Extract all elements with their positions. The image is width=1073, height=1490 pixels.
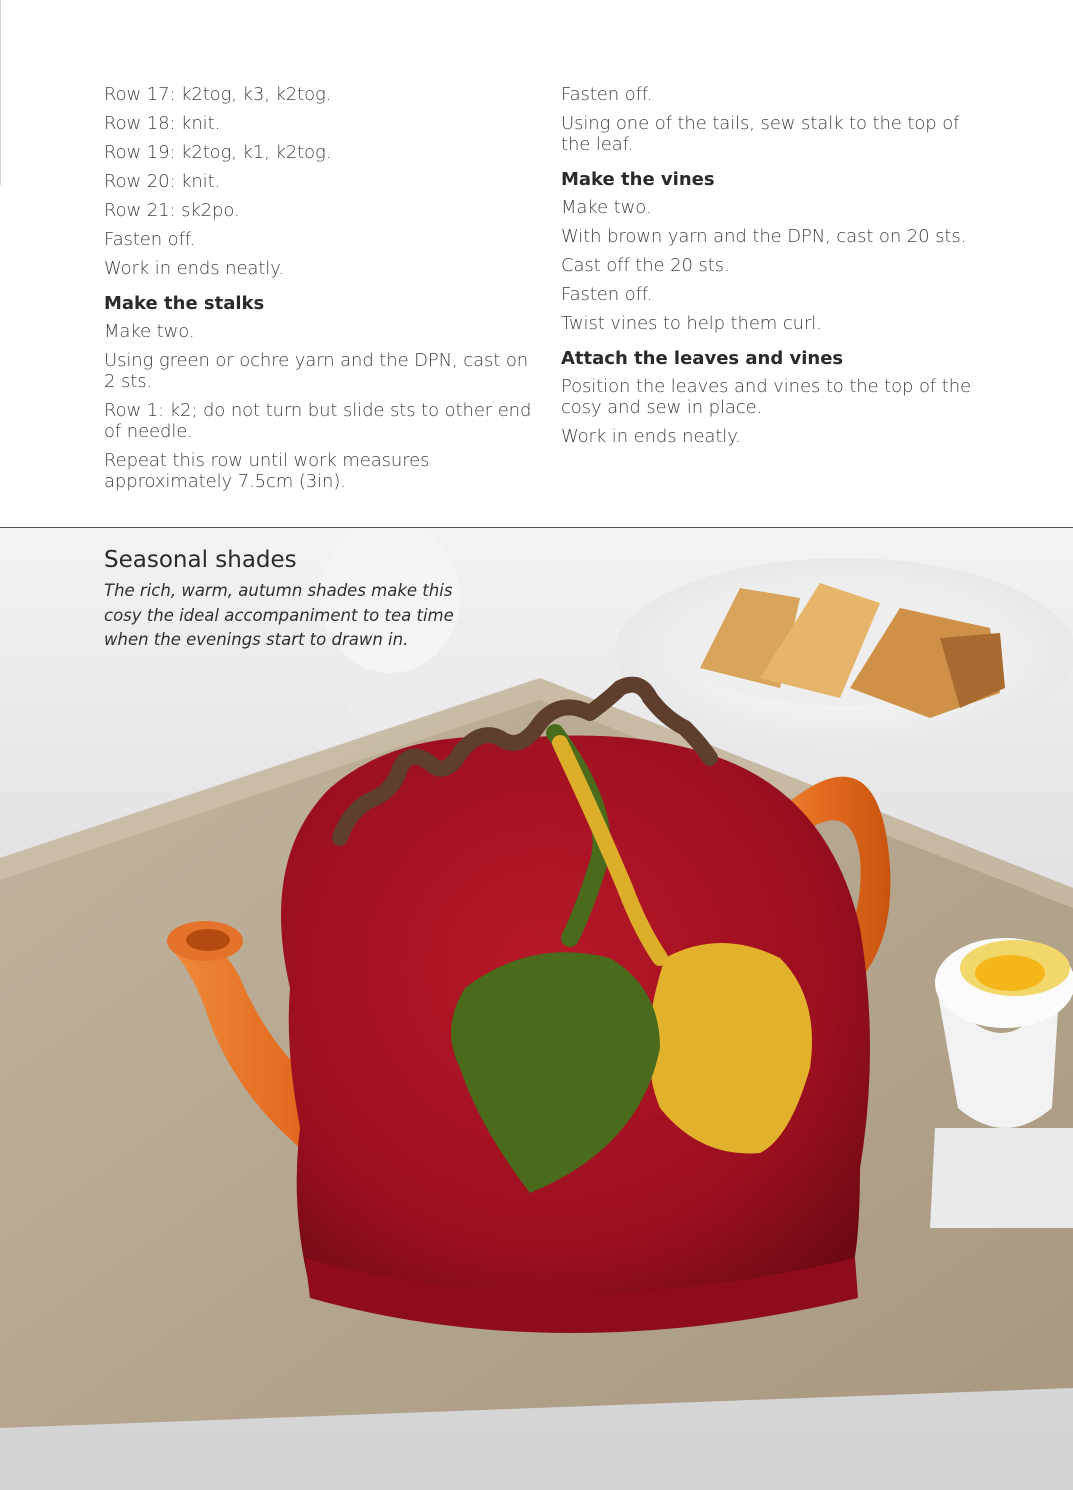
yellow-knitted-leaf (649, 943, 812, 1153)
instruction-row-21: Row 21: sk2po. (104, 200, 240, 221)
attach-instruction: Position the leaves and vines to the top of the cosy and sew in place. (561, 376, 972, 418)
vines-instruction: With brown yarn and the DPN, cast on 20 sts. (561, 226, 967, 247)
section-heading-attach: Attach the leaves and vines (561, 348, 844, 369)
tea-cosy-photo (0, 527, 1073, 1490)
vines-instruction: Fasten off. (561, 284, 653, 305)
stalks-instruction: Make two. (104, 321, 195, 342)
instruction-work-ends: Work in ends neatly. (104, 258, 284, 279)
stalks-instruction: Using green or ochre yarn and the DPN, cast on 2 sts. (104, 350, 529, 392)
vines-instruction: Make two. (561, 197, 652, 218)
instruction-row-18: Row 18: knit. (104, 113, 221, 134)
right-column (561, 84, 981, 455)
section-heading-stalks: Make the stalks (104, 293, 265, 314)
instruction-row-20: Row 20: knit. (104, 171, 221, 192)
instruction-fasten-off: Fasten off. (561, 84, 653, 105)
caption-text: The rich, warm, autumn shades make this cosy the ideal accompaniment to tea time when the evenings start to drawn in. (104, 581, 454, 649)
attach-instruction: Work in ends neatly. (561, 426, 741, 447)
stalks-instruction: Repeat this row until work measures approximately 7.5cm (3in). (104, 450, 430, 492)
left-column (104, 84, 534, 500)
photo-caption (104, 545, 464, 653)
instruction-sew-stalk: Using one of the tails, sew stalk to the top of the leaf. (561, 113, 960, 155)
section-heading-vines: Make the vines (561, 169, 715, 190)
instruction-row-19: Row 19: k2tog, k1, k2tog. (104, 142, 332, 163)
caption-title: Seasonal shades (104, 547, 297, 573)
vines-instruction: Cast off the 20 sts. (561, 255, 730, 276)
instruction-fasten-off: Fasten off. (104, 229, 196, 250)
stalks-instruction: Row 1: k2; do not turn but slide sts to other end of needle. (104, 400, 532, 442)
vines-instruction: Twist vines to help them curl. (561, 313, 822, 334)
instruction-row-17: Row 17: k2tog, k3, k2tog. (104, 84, 332, 105)
page-margin-rule (0, 0, 1, 185)
